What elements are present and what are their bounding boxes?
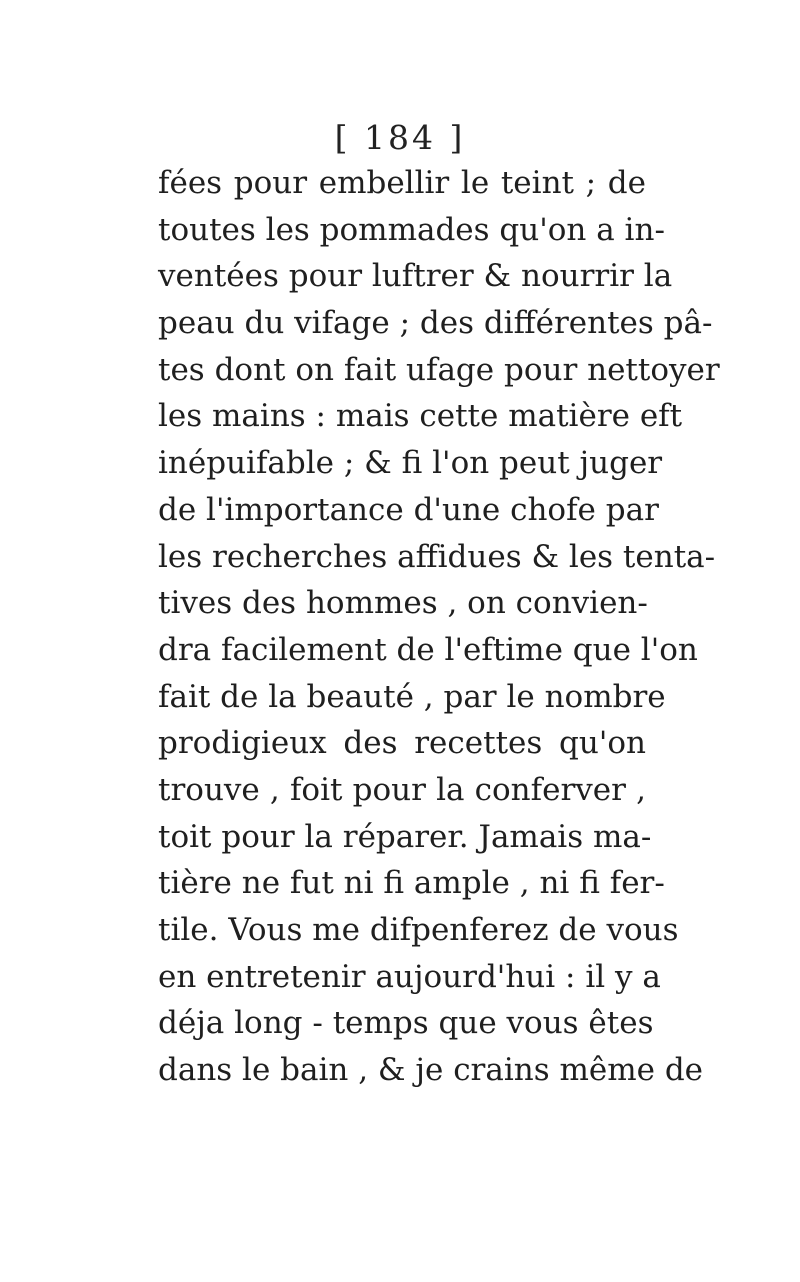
text-line: tives des hommes , on convien-	[158, 585, 648, 622]
text-line: peau du vifage ; des différentes pâ-	[158, 305, 713, 342]
text-line: les mains : mais cette matière eft	[158, 398, 683, 435]
text-line: toit pour la réparer. Jamais ma-	[158, 818, 652, 855]
text-line: prodigieux des recettes qu'on	[158, 725, 646, 762]
text-line: ventées pour luftrer & nourrir la	[158, 258, 673, 295]
text-line: trouve , foit pour la conferver ,	[158, 771, 646, 808]
page-number-header: [ 184 ]	[334, 118, 466, 157]
text-line: les recherches affidues & les tenta-	[158, 538, 716, 575]
text-line: tes dont on fait ufage pour nettoyer	[158, 351, 720, 388]
text-line: dans le bain , & je crains même de	[158, 1052, 704, 1089]
text-line: toutes les pommades qu'on a in-	[158, 211, 665, 248]
text-line: tile. Vous me difpenferez de vous	[158, 912, 679, 948]
text-line: tière ne fut ni fi ample , ni fi fer-	[158, 865, 665, 902]
text-line: fées pour embellir le teint ; de	[158, 165, 646, 201]
text-line: de l'importance d'une chofe par	[158, 491, 659, 528]
text-line: en entretenir aujourd'hui : il y a	[158, 958, 661, 995]
text-line: inépuifable ; & fi l'on peut juger	[158, 445, 663, 482]
text-line: dra facilement de l'eftime que l'on	[158, 631, 698, 668]
text-line: fait de la beauté , par le nombre	[158, 678, 666, 715]
body-text	[158, 160, 720, 1094]
text-line: déja long - temps que vous êtes	[158, 1005, 654, 1042]
